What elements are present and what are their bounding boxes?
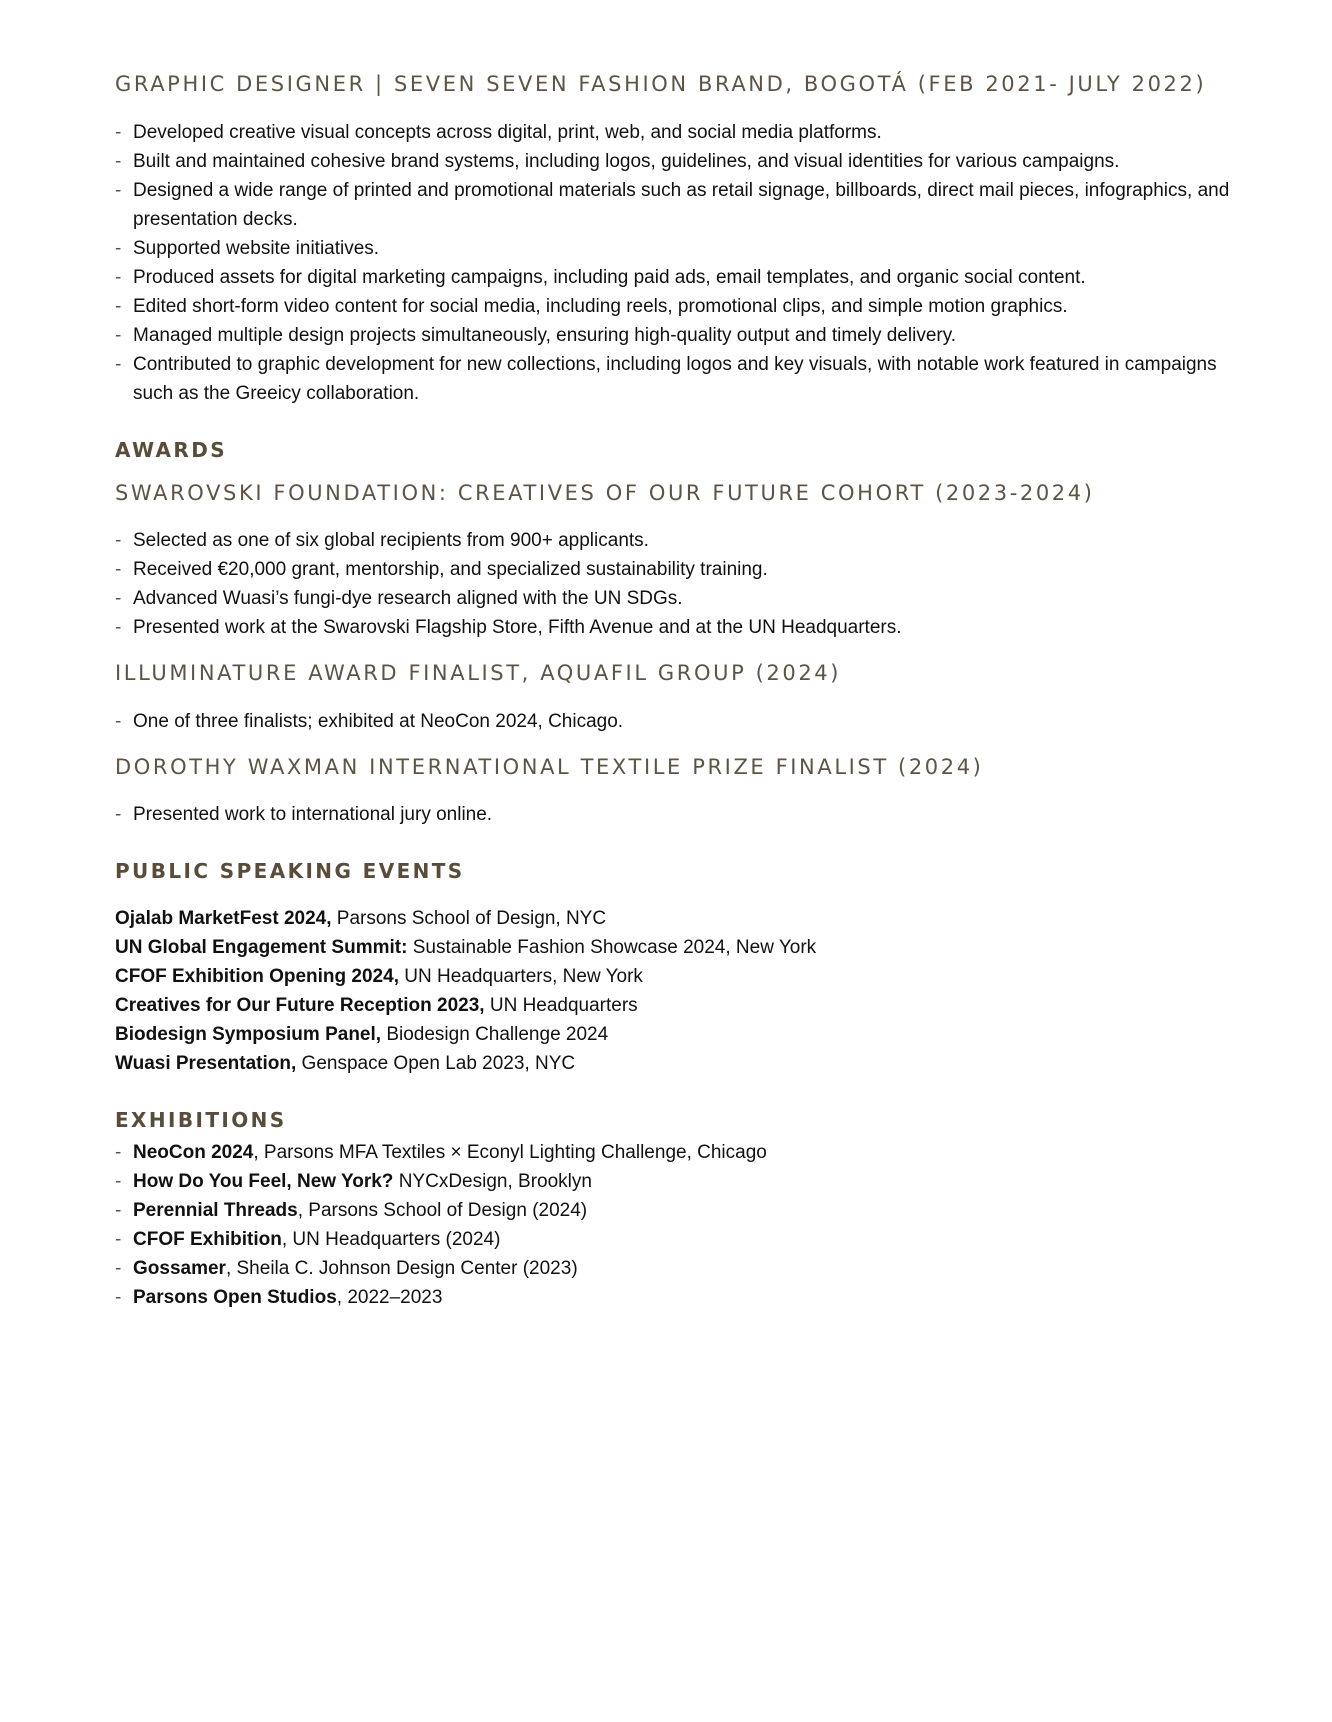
- speaking-item-detail: Sustainable Fashion Showcase 2024, New York: [407, 936, 817, 958]
- award-bullet: - Received €20,000 grant, mentorship, and specialized sustainability training.: [115, 555, 1235, 584]
- speaking-item-detail: UN Headquarters: [484, 994, 638, 1016]
- exhibition-item: [115, 1196, 1235, 1225]
- exhibition-title: Perennial Threads: [133, 1199, 298, 1221]
- job-bullet: - Built and maintained cohesive brand systems, including logos, guidelines, and visual identities for various campaigns.: [115, 147, 1235, 176]
- award-bullet-list: [115, 800, 1235, 829]
- speaking-item: [115, 1049, 1235, 1078]
- exhibition-title: How Do You Feel, New York?: [133, 1170, 394, 1192]
- speaking-item-title: Creatives for Our Future Reception 2023,: [115, 994, 485, 1016]
- exhibition-item: [115, 1254, 1235, 1283]
- speaking-item-detail: Parsons School of Design, NYC: [331, 907, 607, 929]
- speaking-item: [115, 904, 1235, 933]
- speaking-item: [115, 991, 1235, 1020]
- exhibition-detail: , Parsons MFA Textiles × Econyl Lighting Challenge, Chicago: [253, 1141, 767, 1163]
- exhibition-item: [115, 1225, 1235, 1254]
- job-bullet: - Contributed to graphic development for new collections, including logos and key visuals, with notable work featured in campaigns such as the Greeicy collaboration.: [115, 350, 1235, 408]
- exhibition-title: CFOF Exhibition: [133, 1228, 282, 1250]
- resume-page: [115, 72, 1235, 1312]
- exhibition-item: [115, 1283, 1235, 1312]
- award-bullet: - One of three finalists; exhibited at NeoCon 2024, Chicago.: [115, 707, 1235, 736]
- speaking-item: [115, 962, 1235, 991]
- job-bullet: - Supported website initiatives.: [115, 234, 1235, 263]
- speaking-item-title: CFOF Exhibition Opening 2024,: [115, 965, 399, 987]
- exhibition-detail: , Parsons School of Design (2024): [297, 1199, 588, 1221]
- exhibition-detail: , Sheila C. Johnson Design Center (2023): [225, 1257, 578, 1279]
- speaking-item-title: Wuasi Presentation,: [115, 1052, 297, 1074]
- award-bullet: - Selected as one of six global recipients from 900+ applicants.: [115, 526, 1235, 555]
- job-bullet: - Developed creative visual concepts across digital, print, web, and social media platforms.: [115, 118, 1235, 147]
- exhibitions-heading: EXHIBITIONS: [115, 1107, 287, 1132]
- speaking-item-detail: Biodesign Challenge 2024: [381, 1023, 609, 1045]
- speaking-item: [115, 1020, 1235, 1049]
- speaking-item-detail: Genspace Open Lab 2023, NYC: [296, 1052, 576, 1074]
- exhibition-title: NeoCon 2024: [133, 1141, 254, 1163]
- job-bullet: - Edited short-form video content for social media, including reels, promotional clips, and simple motion graphics.: [115, 292, 1235, 321]
- awards-heading: AWARDS: [115, 438, 228, 463]
- exhibition-title: Gossamer: [133, 1257, 226, 1279]
- speaking-item-title: UN Global Engagement Summit:: [115, 936, 408, 958]
- speaking-item: [115, 933, 1235, 962]
- exhibition-detail: NYCxDesign, Brooklyn: [393, 1170, 592, 1192]
- award-title: SWAROVSKI FOUNDATION: CREATIVES OF OUR FUTURE COHORT (2023-2024): [115, 481, 1095, 506]
- job-bullet: - Managed multiple design projects simultaneously, ensuring high-quality output and timely delivery.: [115, 321, 1235, 350]
- job-bullet-list: [115, 118, 1235, 408]
- exhibition-detail: , 2022–2023: [336, 1286, 443, 1308]
- speaking-item-title: Biodesign Symposium Panel,: [115, 1023, 382, 1045]
- award-bullet: - Advanced Wuasi’s fungi-dye research aligned with the UN SDGs.: [115, 584, 1235, 613]
- exhibition-detail: , UN Headquarters (2024): [281, 1228, 501, 1250]
- speaking-item-detail: UN Headquarters, New York: [398, 965, 643, 987]
- award-title: ILLUMINATURE AWARD FINALIST, AQUAFIL GROUP (2024): [115, 661, 842, 686]
- job-title: GRAPHIC DESIGNER | SEVEN SEVEN FASHION BRAND, BOGOTÁ (FEB 2021- JULY 2022): [115, 72, 1207, 96]
- award-bullet-list: [115, 707, 1235, 736]
- job-bullet: - Designed a wide range of printed and promotional materials such as retail signage, billboards, direct mail pieces, infographics, and presentation decks.: [115, 176, 1235, 234]
- public-speaking-heading: PUBLIC SPEAKING EVENTS: [115, 858, 465, 883]
- award-bullet: - Presented work at the Swarovski Flagship Store, Fifth Avenue and at the UN Headquarters.: [115, 613, 1235, 642]
- speaking-list: [115, 904, 1235, 1078]
- exhibition-item: [115, 1138, 1235, 1167]
- exhibition-item: [115, 1167, 1235, 1196]
- award-bullet: - Presented work to international jury online.: [115, 800, 1235, 829]
- job-bullet: - Produced assets for digital marketing campaigns, including paid ads, email templates, and organic social content.: [115, 263, 1235, 292]
- award-title: DOROTHY WAXMAN INTERNATIONAL TEXTILE PRIZE FINALIST (2024): [115, 754, 984, 779]
- exhibitions-list: [115, 1138, 1235, 1312]
- exhibition-title: Parsons Open Studios: [133, 1286, 337, 1308]
- award-bullet-list: [115, 526, 1235, 642]
- speaking-item-title: Ojalab MarketFest 2024,: [115, 907, 332, 929]
